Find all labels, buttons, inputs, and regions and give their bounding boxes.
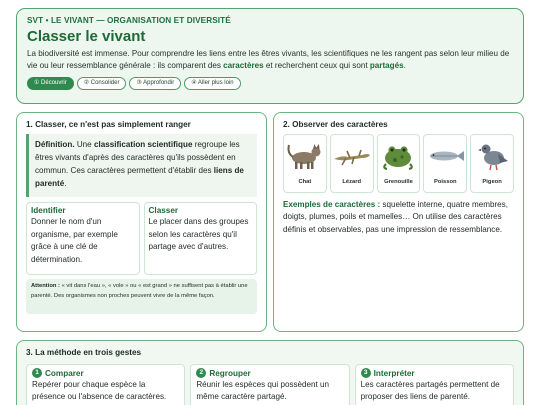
step-number-badge: 2	[196, 368, 206, 378]
step-title: Comparer	[45, 368, 84, 378]
section-observer-card	[273, 112, 524, 332]
pigeon-icon	[472, 139, 512, 171]
characters-examples: Exemples de caractères : squelette interne, quatre membres, doigts, plumes, poils et mamelles… On utilise des caractères définis et observables, pas une impression de ressemblance.	[283, 200, 508, 234]
classify-box	[144, 202, 258, 275]
warning-note: Attention : « vit dans l'eau », « vole » ou « est grand » ne suffisent pas à établir une parenté. Des organismes non proches peuvent vivre de la même façon.	[26, 279, 257, 314]
classify-text: Le placer dans des groupes selon les caractères qu'il partage avec d'autres.	[148, 217, 249, 251]
subject-kicker: SVT • LE VIVANT — ORGANISATION ET DIVERSITÉ	[27, 16, 231, 25]
intro-text: La biodiversité est immense. Pour comprendre les liens entre les êtres vivants, les scientifiques ne les rangent pas selon leur milieu de vie ou leur ressemblance générale : ils comparent des caractères et recherchent ceux qui sont partagés.	[27, 49, 510, 71]
step-title: Regrouper	[209, 368, 251, 378]
animal-card-chat	[283, 134, 327, 193]
section-classer-card	[16, 112, 267, 332]
step-number-badge: 3	[361, 368, 371, 378]
section-1-title: 1. Classer, ce n'est pas simplement ranger	[26, 120, 191, 129]
step-interpreter	[355, 364, 514, 405]
animal-card-lezard	[330, 134, 374, 193]
level-tabs	[27, 77, 513, 90]
section-2-title: 2. Observer des caractères	[283, 120, 388, 129]
section-3-title: 3. La méthode en trois gestes	[26, 348, 142, 357]
animal-gallery	[283, 134, 514, 193]
identify-text: Donner le nom d'un organisme, par exemple grâce à une clé de détermination.	[31, 217, 118, 264]
method-steps	[26, 364, 514, 405]
fish-icon	[425, 139, 465, 171]
tab-decouvrir[interactable]: ① Découvrir	[27, 77, 74, 90]
step-text: Réunir les espèces qui possèdent un même caractère partagé.	[196, 380, 330, 402]
page-title: Classer le vivant	[27, 28, 146, 45]
tab-approfondir[interactable]: ③ Approfondir	[129, 77, 181, 90]
animal-label: Grenouille	[384, 179, 413, 185]
step-title: Interpréter	[373, 368, 415, 378]
tab-aller-plus-loin[interactable]: ④ Aller plus loin	[184, 77, 240, 90]
tab-consolider[interactable]: ② Consolider	[77, 77, 127, 90]
animal-card-pigeon	[470, 134, 514, 193]
classify-title: Classer	[148, 206, 179, 215]
cat-icon	[285, 139, 325, 171]
step-regrouper	[190, 364, 349, 405]
frog-icon	[378, 139, 418, 171]
animal-label: Pigeon	[482, 179, 502, 185]
section-methode-card	[16, 340, 524, 405]
animal-label: Chat	[298, 179, 312, 185]
step-text: Les caractères partagés permettent de proposer des liens de parenté.	[360, 380, 500, 402]
identify-title: Identifier	[31, 206, 66, 215]
identify-box	[26, 202, 140, 275]
step-text: Repérer pour chaque espèce la présence ou l'absence de caractères.	[32, 380, 167, 402]
animal-card-grenouille	[377, 134, 421, 193]
animal-label: Lézard	[342, 179, 362, 185]
step-number-badge: 1	[32, 368, 42, 378]
animal-label: Poisson	[434, 179, 457, 185]
lesson-header	[16, 8, 524, 104]
step-comparer	[26, 364, 185, 405]
definition-box: Définition. Une classification scientifique regroupe les êtres vivants d'après des caractères qu'ils possèdent en commun. Ces caractères permettent d'établir des liens de parenté.	[26, 134, 257, 197]
animal-card-poisson	[423, 134, 467, 193]
lizard-icon	[332, 139, 372, 171]
